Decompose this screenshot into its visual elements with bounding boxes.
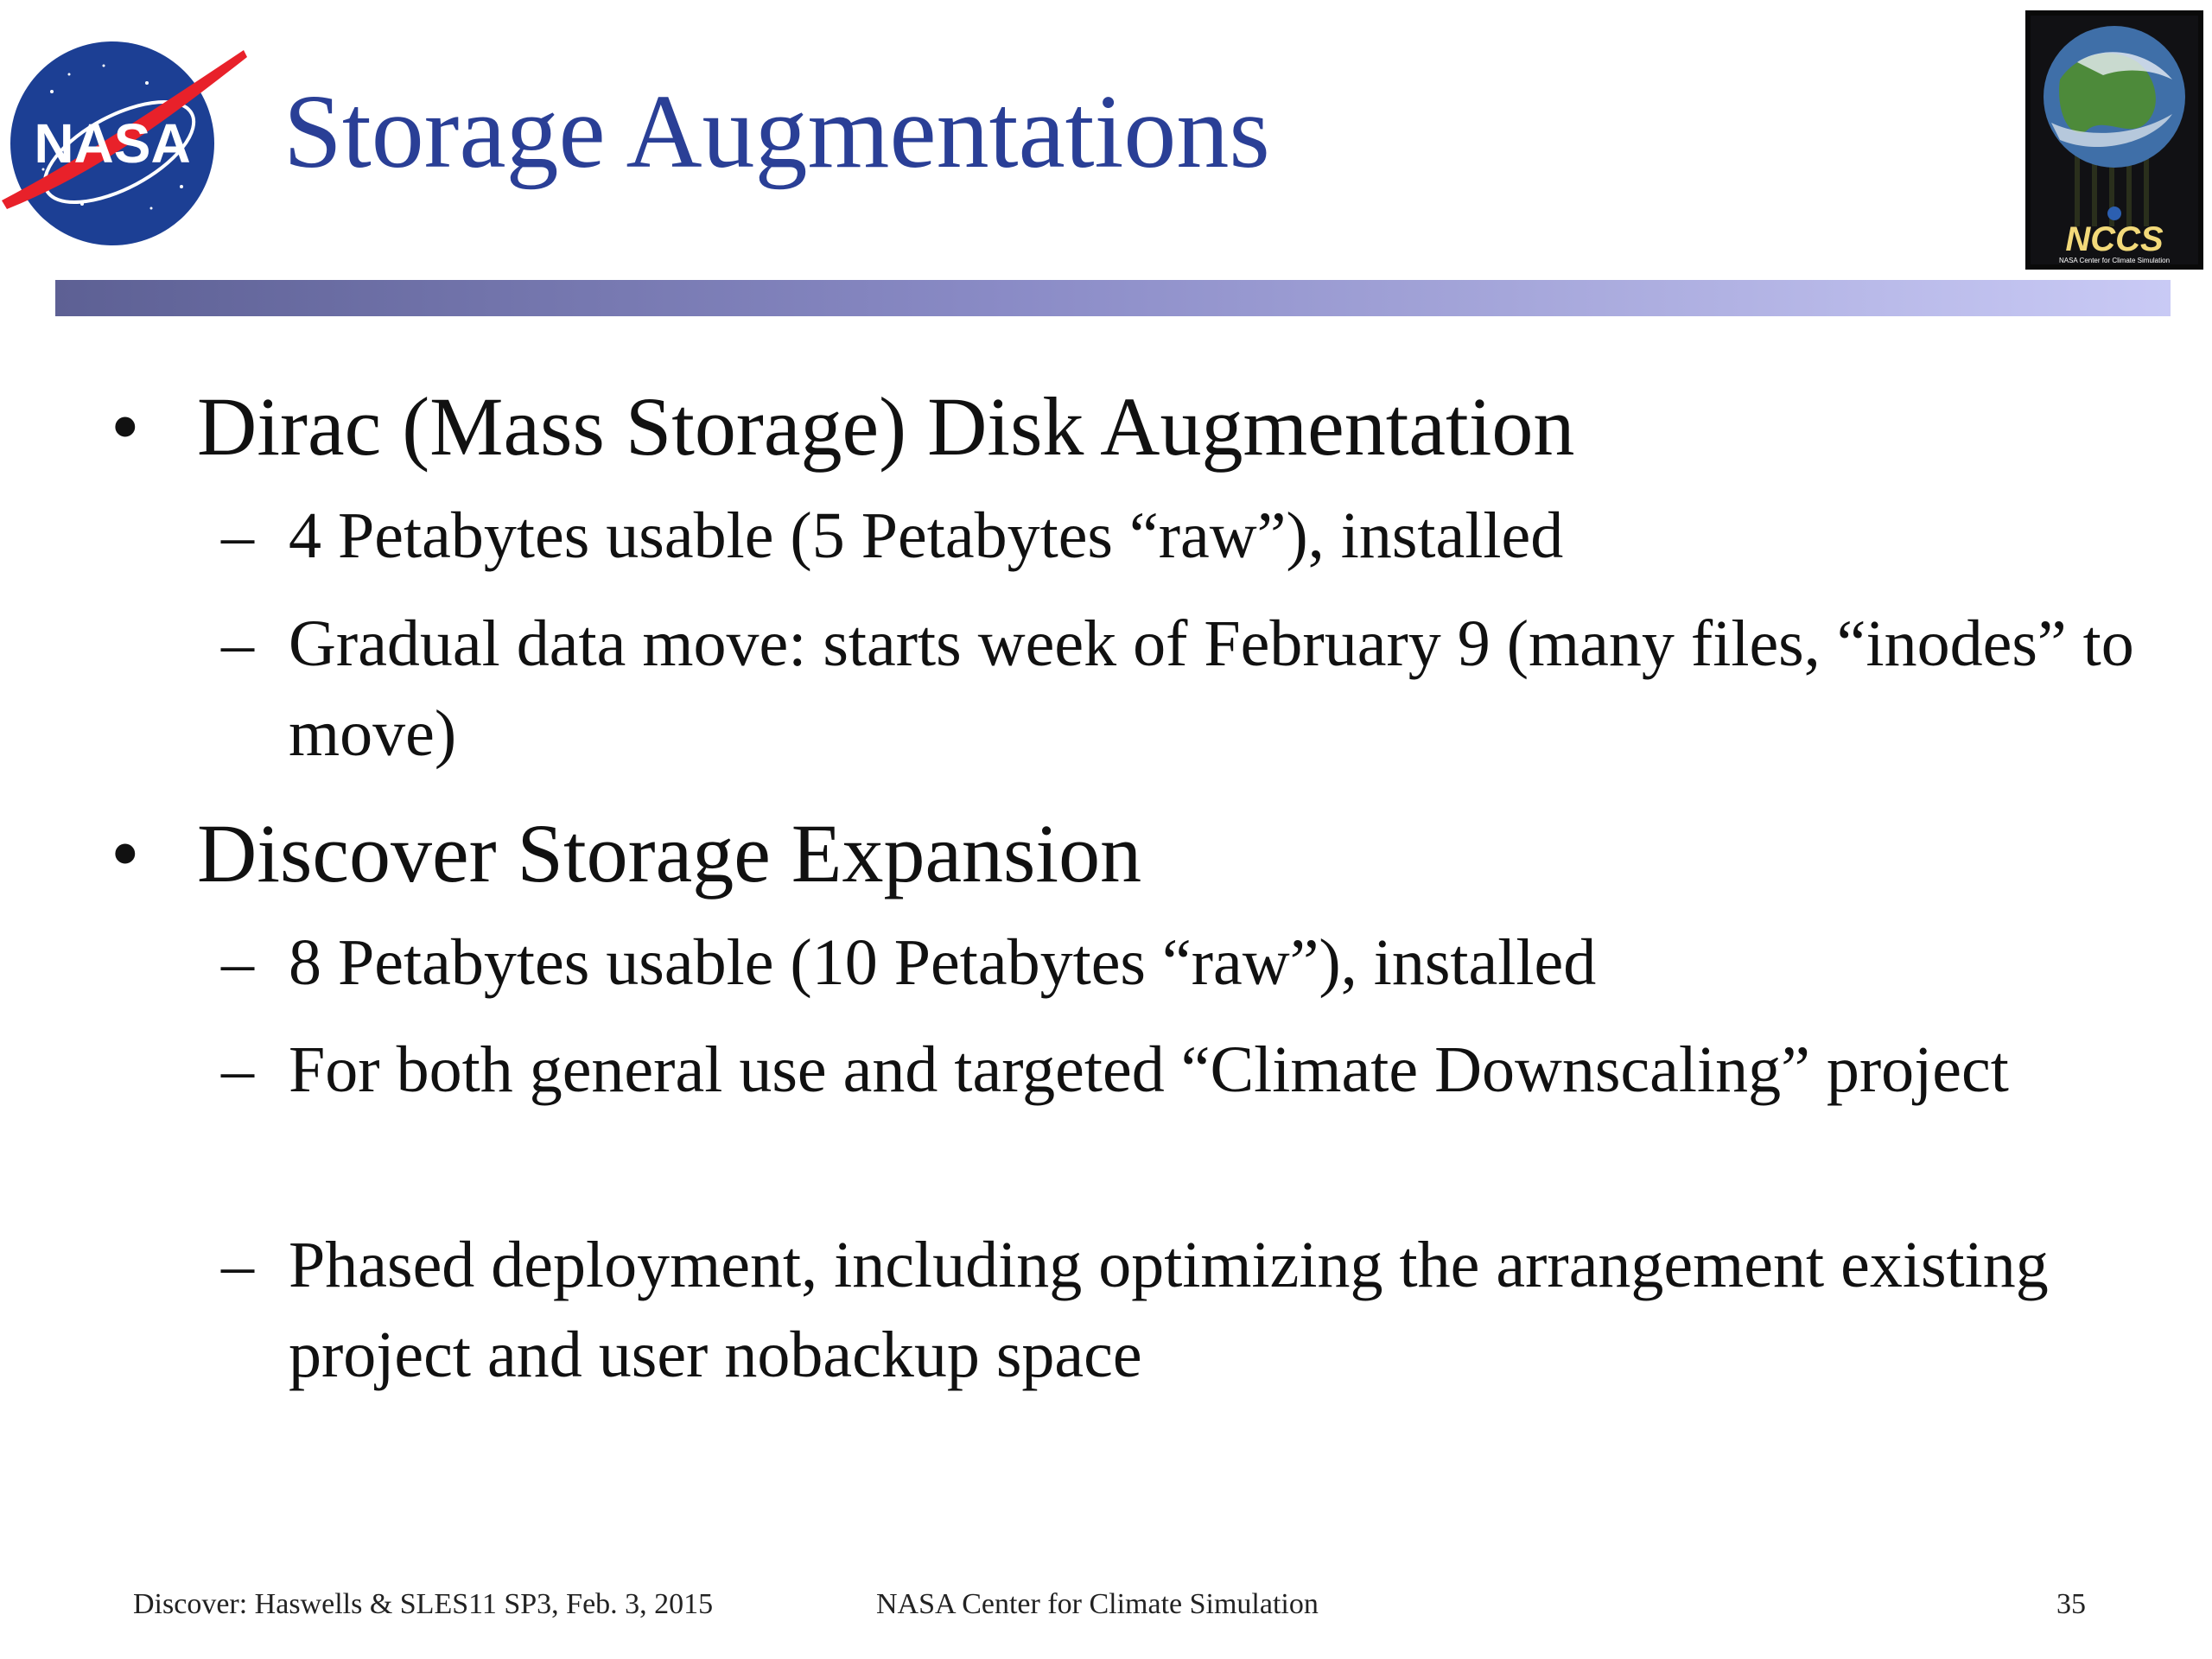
- sub-bullet-item: [221, 599, 2164, 779]
- nasa-logo: [0, 31, 259, 256]
- sub-bullet-item: [221, 1025, 2164, 1115]
- nccs-logo-subtext: NASA Center for Climate Simulation: [2058, 257, 2171, 264]
- bullet-symbol: •: [111, 380, 140, 473]
- nccs-logo: [2025, 10, 2203, 270]
- footer-left: Discover: Haswells & SLES11 SP3, Feb. 3, 2015: [133, 1588, 714, 1620]
- nccs-logo-text: NCCS: [2065, 220, 2164, 258]
- bullet-item: [111, 807, 1142, 899]
- title-divider-bar: [55, 280, 2171, 316]
- dash-symbol: –: [221, 926, 254, 999]
- sub-bullet-text: For both general use and targeted “Climate Downscaling” project: [289, 1033, 2009, 1106]
- sub-bullet-text: Gradual data move: starts week of February 9 (many files, “inodes” to move): [289, 607, 2134, 770]
- sub-bullet-text: 8 Petabytes usable (10 Petabytes “raw”), installed: [289, 926, 1597, 999]
- dash-symbol: –: [221, 1033, 254, 1106]
- bullet-item: [111, 380, 1575, 473]
- page-number: 35: [2056, 1588, 2086, 1620]
- dash-symbol: –: [221, 1229, 254, 1301]
- bullet-text: Dirac (Mass Storage) Disk Augmentation: [197, 380, 1575, 473]
- bullet-symbol: •: [111, 807, 140, 899]
- sub-bullet-item: [221, 491, 2164, 581]
- sub-bullet-item: [221, 1220, 2164, 1400]
- sub-bullet-text: Phased deployment, including optimizing the arrangement existing project and user nobackup space: [289, 1229, 2049, 1391]
- footer-center: NASA Center for Climate Simulation: [876, 1588, 1319, 1620]
- bullet-text: Discover Storage Expansion: [197, 807, 1142, 899]
- dash-symbol: –: [221, 607, 254, 680]
- sub-bullet-text: 4 Petabytes usable (5 Petabytes “raw”), installed: [289, 499, 1564, 572]
- dash-symbol: –: [221, 499, 254, 572]
- sub-bullet-item: [221, 918, 2164, 1007]
- nasa-logo-text: NASA: [34, 112, 191, 175]
- slide-title: Storage Augmentations: [283, 73, 1270, 190]
